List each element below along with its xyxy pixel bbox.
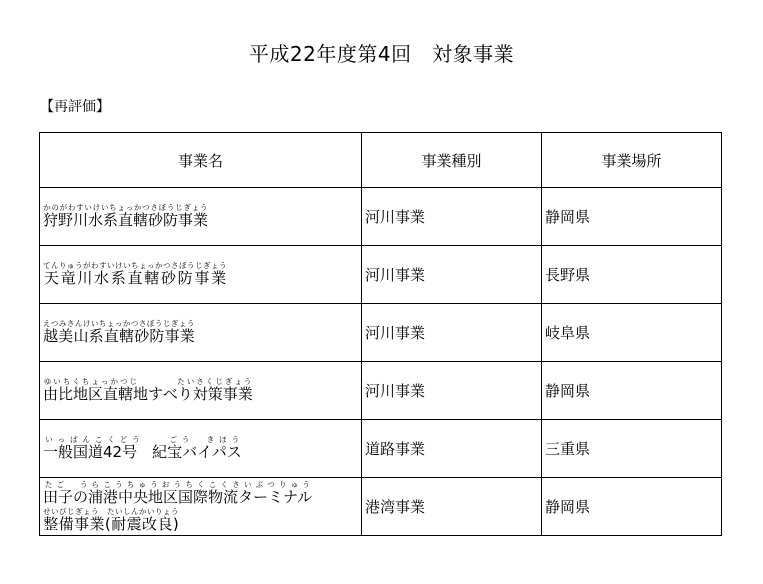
project-name-text: 田子の浦港中央地区国際物流ターミナル [43,488,313,507]
project-name-line [43,480,361,506]
table-row [40,188,722,246]
table-header-row [40,133,722,188]
project-name-text: 由比地区直轄地すべり対策事業 [43,385,253,404]
project-location-cell: 静岡県 [542,188,722,246]
table-row [40,246,722,304]
project-name-text: 天竜川水系直轄砂防事業 [43,269,227,288]
projects-table [39,132,722,536]
project-location-cell: 静岡県 [542,478,722,536]
section-label: 【再評価】 [40,99,110,115]
table-row [40,304,722,362]
project-name-cell [40,304,362,362]
project-type-cell: 河川事業 [362,188,542,246]
project-name-reading: てんりゅうがわすいけいちょっかつさぼうじぎょう [43,261,227,271]
project-type-cell: 河川事業 [362,362,542,420]
table-row [40,420,722,478]
project-name-line [43,377,361,403]
header-project-location: 事業場所 [542,133,722,188]
project-name-line [43,319,361,345]
project-name-cell [40,246,362,304]
project-name-line [43,203,361,229]
project-location-cell: 岐阜県 [542,304,722,362]
project-name-cell [40,478,362,536]
project-name-text: 越美山系直轄砂防事業 [43,327,195,346]
project-name-line [43,507,361,533]
project-name-reading: かのがわすいけいちょっかつさぼうじぎょう [43,203,209,213]
project-name-reading: たご うらこうちゅうおうちくこくさいぶつりゅう [43,480,313,490]
project-name-reading: ゆいちくちょっかつじ たいさくじぎょう [43,377,253,387]
project-name-line [43,435,361,461]
project-name-reading: えつみさんけいちょっかつさぼうじぎょう [43,319,195,329]
table-row [40,362,722,420]
project-location-cell: 三重県 [542,420,722,478]
project-name-text: 狩野川水系直轄砂防事業 [43,211,209,230]
project-type-cell: 道路事業 [362,420,542,478]
page-title: 平成22年度第4回 対象事業 [248,42,515,66]
project-name-cell [40,188,362,246]
table-row [40,478,722,536]
project-name-line [43,261,361,287]
project-type-cell: 河川事業 [362,304,542,362]
project-location-cell: 長野県 [542,246,722,304]
header-project-name: 事業名 [40,133,362,188]
project-name-text: 一般国道42号 紀宝バイパス [43,443,242,462]
project-name-cell [40,420,362,478]
project-type-cell: 港湾事業 [362,478,542,536]
header-project-type: 事業種別 [362,133,542,188]
project-name-reading: せいびじぎょう たいしんかいりょう [43,506,179,516]
project-name-reading: いっぱんこくどう ごう きほう [43,435,242,445]
project-type-cell: 河川事業 [362,246,542,304]
project-name-text: 整備事業(耐震改良) [43,514,179,533]
project-name-cell [40,362,362,420]
project-location-cell: 静岡県 [542,362,722,420]
